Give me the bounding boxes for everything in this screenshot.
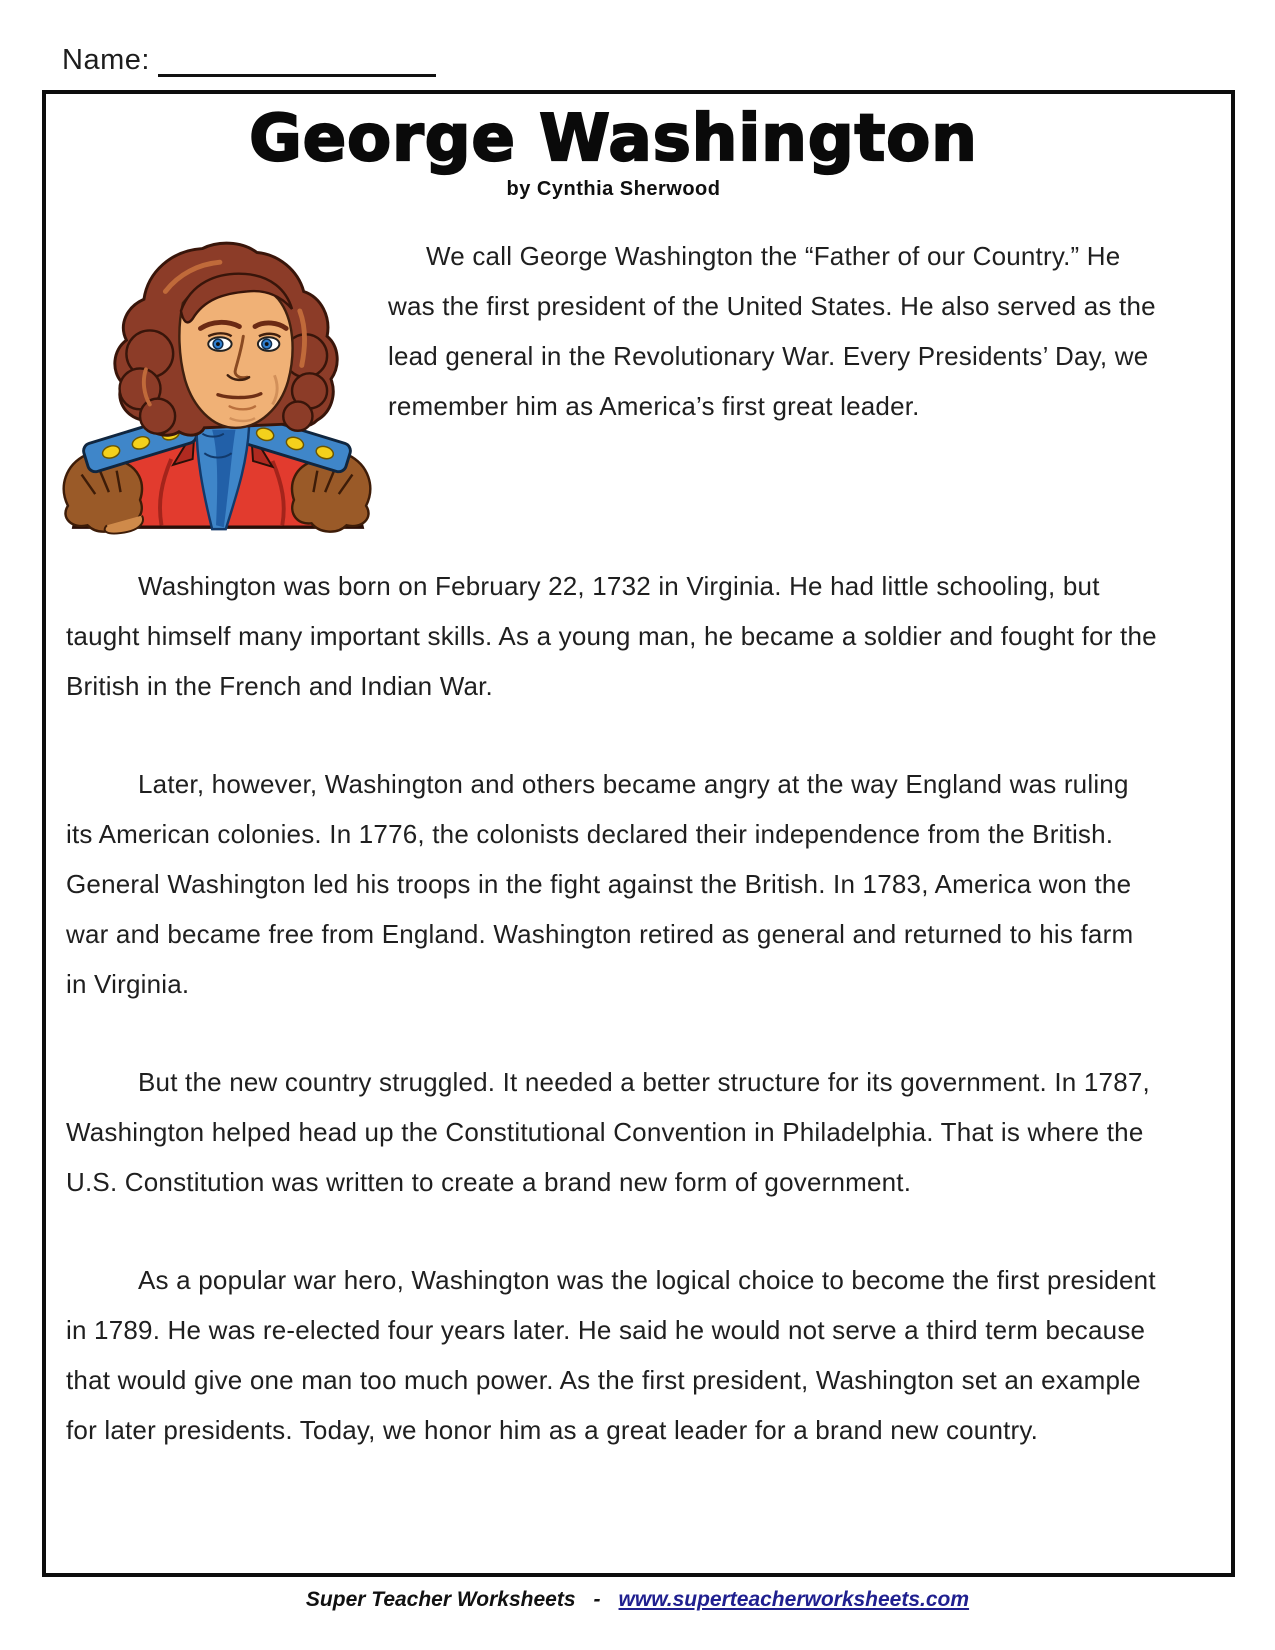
lead-section: [66, 231, 1161, 535]
footer-link[interactable]: www.superteacherworksheets.com: [618, 1588, 970, 1611]
paragraph-early-life: Washington was born on February 22, 1732 in Virginia. He had little schooling, but taught himself many important skills. As a young man, he became a soldier and fought for the British in the French and Indian War.: [66, 570, 1157, 701]
byline: by Cynthia Sherwood: [506, 177, 721, 200]
name-label: Name:: [62, 44, 150, 76]
name-fill-in-line[interactable]: [158, 49, 436, 77]
footer-separator: -: [593, 1588, 601, 1611]
page-title: George Washington: [249, 102, 978, 176]
paragraph-constitution: But the new country struggled. It needed a better structure for its government. In 1787, Washington helped head up the Constitutional Convention in Philadelphia. That is where the U.S. Constitution was written to create a brand new form of government.: [66, 1066, 1150, 1197]
paragraph-intro: We call George Washington the “Father of our Country.” He was the first president of the United States. He also served as the lead general in the Revolutionary War. Every Presidents’ Day, we remember him as America’s first great leader.: [388, 240, 1156, 421]
paragraph-revolution: Later, however, Washington and others became angry at the way England was ruling its American colonies. In 1776, the colonists declared their independence from the British. General Washington led his troops in the fight against the British. In 1783, America won the war and became free from England. Washington retired as general and returned to his farm in Virginia.: [66, 768, 1134, 999]
name-row: [62, 44, 436, 77]
george-washington-illustration: [52, 233, 382, 535]
paragraph-presidency: As a popular war hero, Washington was the logical choice to become the first president in 1789. He was re-elected four years later. He said he would not serve a third term because that would give one man too much power. As the first president, Washington set an example for later presidents. Today, we honor him as a great leader for a brand new country.: [66, 1264, 1156, 1445]
footer-brand: Super Teacher Worksheets: [305, 1588, 576, 1611]
george-washington-portrait-svg: [52, 233, 382, 535]
worksheet-border-box: [42, 90, 1235, 1577]
footer: [0, 1588, 1275, 1612]
